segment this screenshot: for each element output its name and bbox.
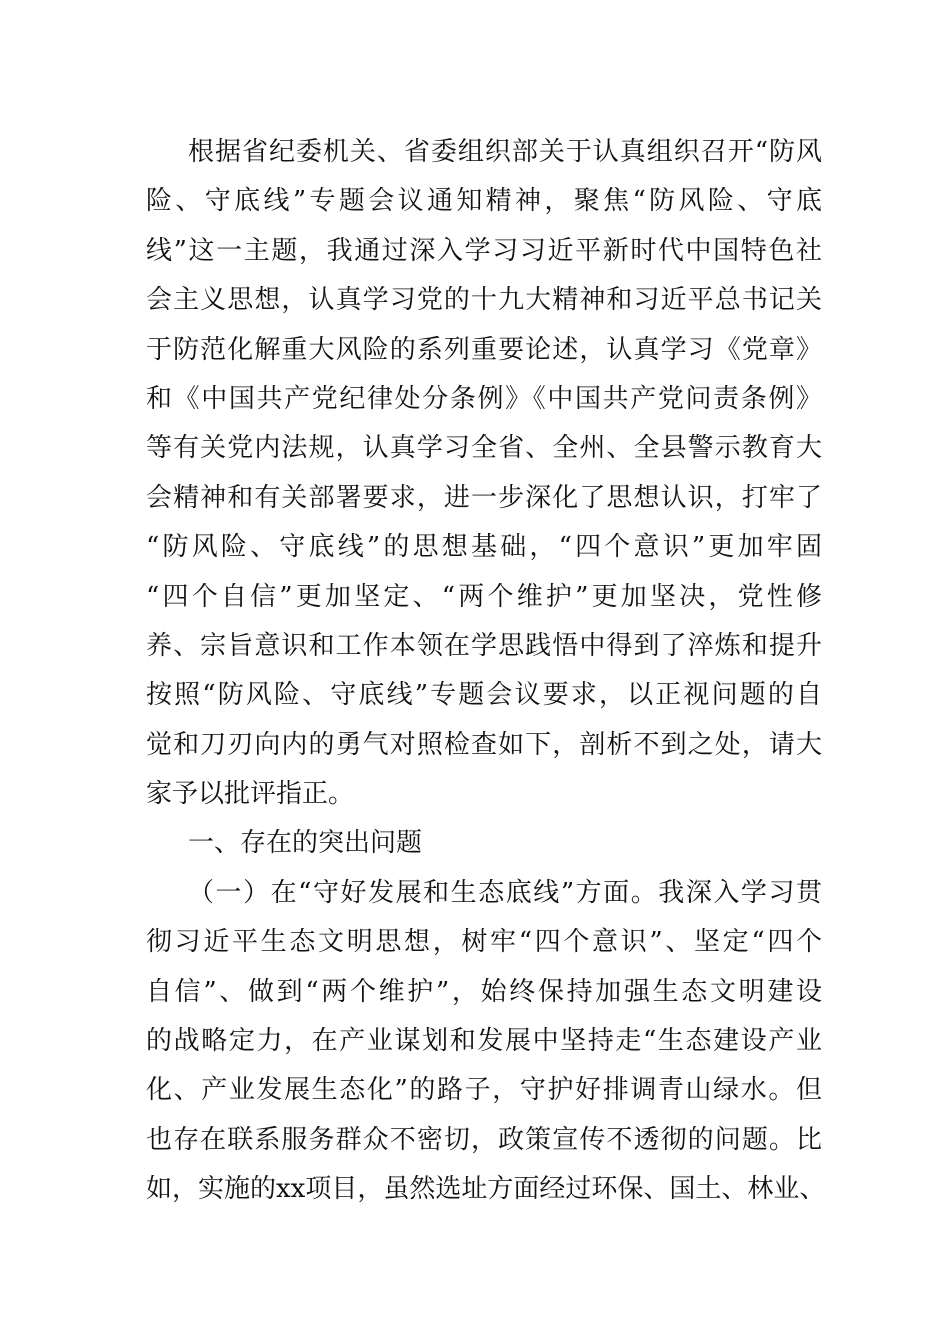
text-line: 线”这一主题，我通过深入学习习近平新时代中国特色社 [146,235,822,266]
text-line: “四个自信”更加坚定、“两个维护”更加坚决，党性修 [146,581,822,612]
text-line: 也存在联系服务群众不密切，政策宣传不透彻的问题。比 [146,1124,822,1155]
text-line: 会主义思想，认真学习党的十九大精神和习近平总书记关 [146,285,822,316]
text-line: 根据省纪委机关、省委组织部关于认真组织召开“防风 [188,137,822,167]
text-line: 自信”、做到“两个维护”，始终保持加强生态文明建设 [146,976,822,1007]
paragraph-intro [146,128,822,819]
text-line: 按照“防风险、守底线”专题会议要求，以正视问题的自 [146,680,822,711]
text-line: 觉和刀刃向内的勇气对照检查如下，剖析不到之处，请大 [146,729,822,760]
paragraph-section-1 [146,869,826,1215]
text-line: “防风险、守底线”的思想基础，“四个意识”更加牢固 [146,532,822,563]
text-line: 养、宗旨意识和工作本领在学思践悟中得到了淬炼和提升 [146,630,822,661]
text-line: 化、产业发展生态化”的路子，守护好排调青山绿水。但 [146,1075,822,1106]
section-heading [146,819,822,868]
text-line: 等有关党内法规，认真学习全省、全州、全县警示教育大 [146,433,822,464]
text-line: 会精神和有关部署要求，进一步深化了思想认识，打牢了 [146,482,822,513]
text-line: 于防范化解重大风险的系列重要论述，认真学习《党章》 [146,334,822,365]
text-line: 险、守底线”专题会议通知精神，聚焦“防风险、守底 [146,186,822,217]
text-line: （一）在“守好发展和生态底线”方面。我深入学习贯 [188,877,822,908]
document-body [146,128,826,1215]
text-line: 如，实施的xx项目，虽然选址方面经过环保、国土、林业、 [146,1174,826,1205]
heading-text: 一、存在的突出问题 [188,828,423,859]
text-line: 家予以批评指正。 [146,779,355,810]
text-line: 彻习近平生态文明思想，树牢“四个意识”、坚定“四个 [146,927,822,958]
text-line: 的战略定力，在产业谋划和发展中坚持走“生态建设产业 [146,1026,822,1057]
text-line: 和《中国共产党纪律处分条例》《中国共产党问责条例》 [146,383,822,414]
